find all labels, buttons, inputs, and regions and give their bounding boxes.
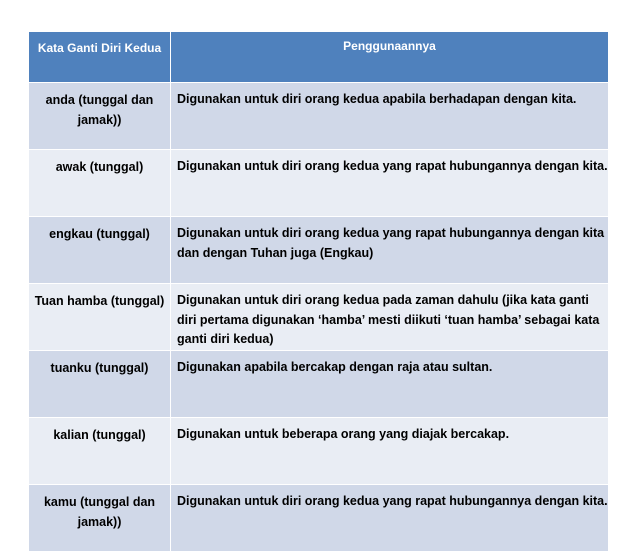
cell-guna: Digunakan apabila bercakap dengan raja atau sultan.	[171, 351, 609, 418]
table-row	[29, 217, 609, 284]
cell-kata: Tuan hamba (tunggal)	[29, 284, 171, 351]
table-row	[29, 418, 609, 485]
cell-guna: Digunakan untuk diri orang kedua apabila berhadapan dengan kita.	[171, 83, 609, 150]
header-penggunaan-label: Penggunaannya	[343, 39, 436, 53]
table-row	[29, 351, 609, 418]
table-header-row	[29, 32, 609, 83]
cell-guna: Digunakan untuk beberapa orang yang diajak bercakap.	[171, 418, 609, 485]
cell-kata: tuanku (tunggal)	[29, 351, 171, 418]
pronoun-table	[28, 31, 609, 552]
table-row	[29, 83, 609, 150]
cell-kata: kamu (tunggal dan jamak))	[29, 485, 171, 552]
cell-kata: kalian (tunggal)	[29, 418, 171, 485]
cell-kata: engkau (tunggal)	[29, 217, 171, 284]
header-kata-ganti	[29, 32, 171, 83]
table-row	[29, 150, 609, 217]
header-penggunaan	[171, 32, 609, 83]
cell-guna: Digunakan untuk diri orang kedua yang rapat hubungannya dengan kita dan dengan Tuhan juga (Engkau)	[171, 217, 609, 284]
cell-kata: awak (tunggal)	[29, 150, 171, 217]
cell-guna: Digunakan untuk diri orang kedua yang rapat hubungannya dengan kita.	[171, 150, 609, 217]
header-kata-ganti-label: Kata Ganti Diri Kedua	[37, 41, 162, 55]
table-row	[29, 284, 609, 351]
cell-kata: anda (tunggal dan jamak))	[29, 83, 171, 150]
cell-guna: Digunakan untuk diri orang kedua yang rapat hubungannya dengan kita.	[171, 485, 609, 552]
cell-guna: Digunakan untuk diri orang kedua pada zaman dahulu (jika kata ganti diri pertama digunakan ‘hamba’ mesti diikuti ‘tuan hamba’ sebagai kata ganti diri kedua)	[171, 284, 609, 351]
table-row	[29, 485, 609, 552]
